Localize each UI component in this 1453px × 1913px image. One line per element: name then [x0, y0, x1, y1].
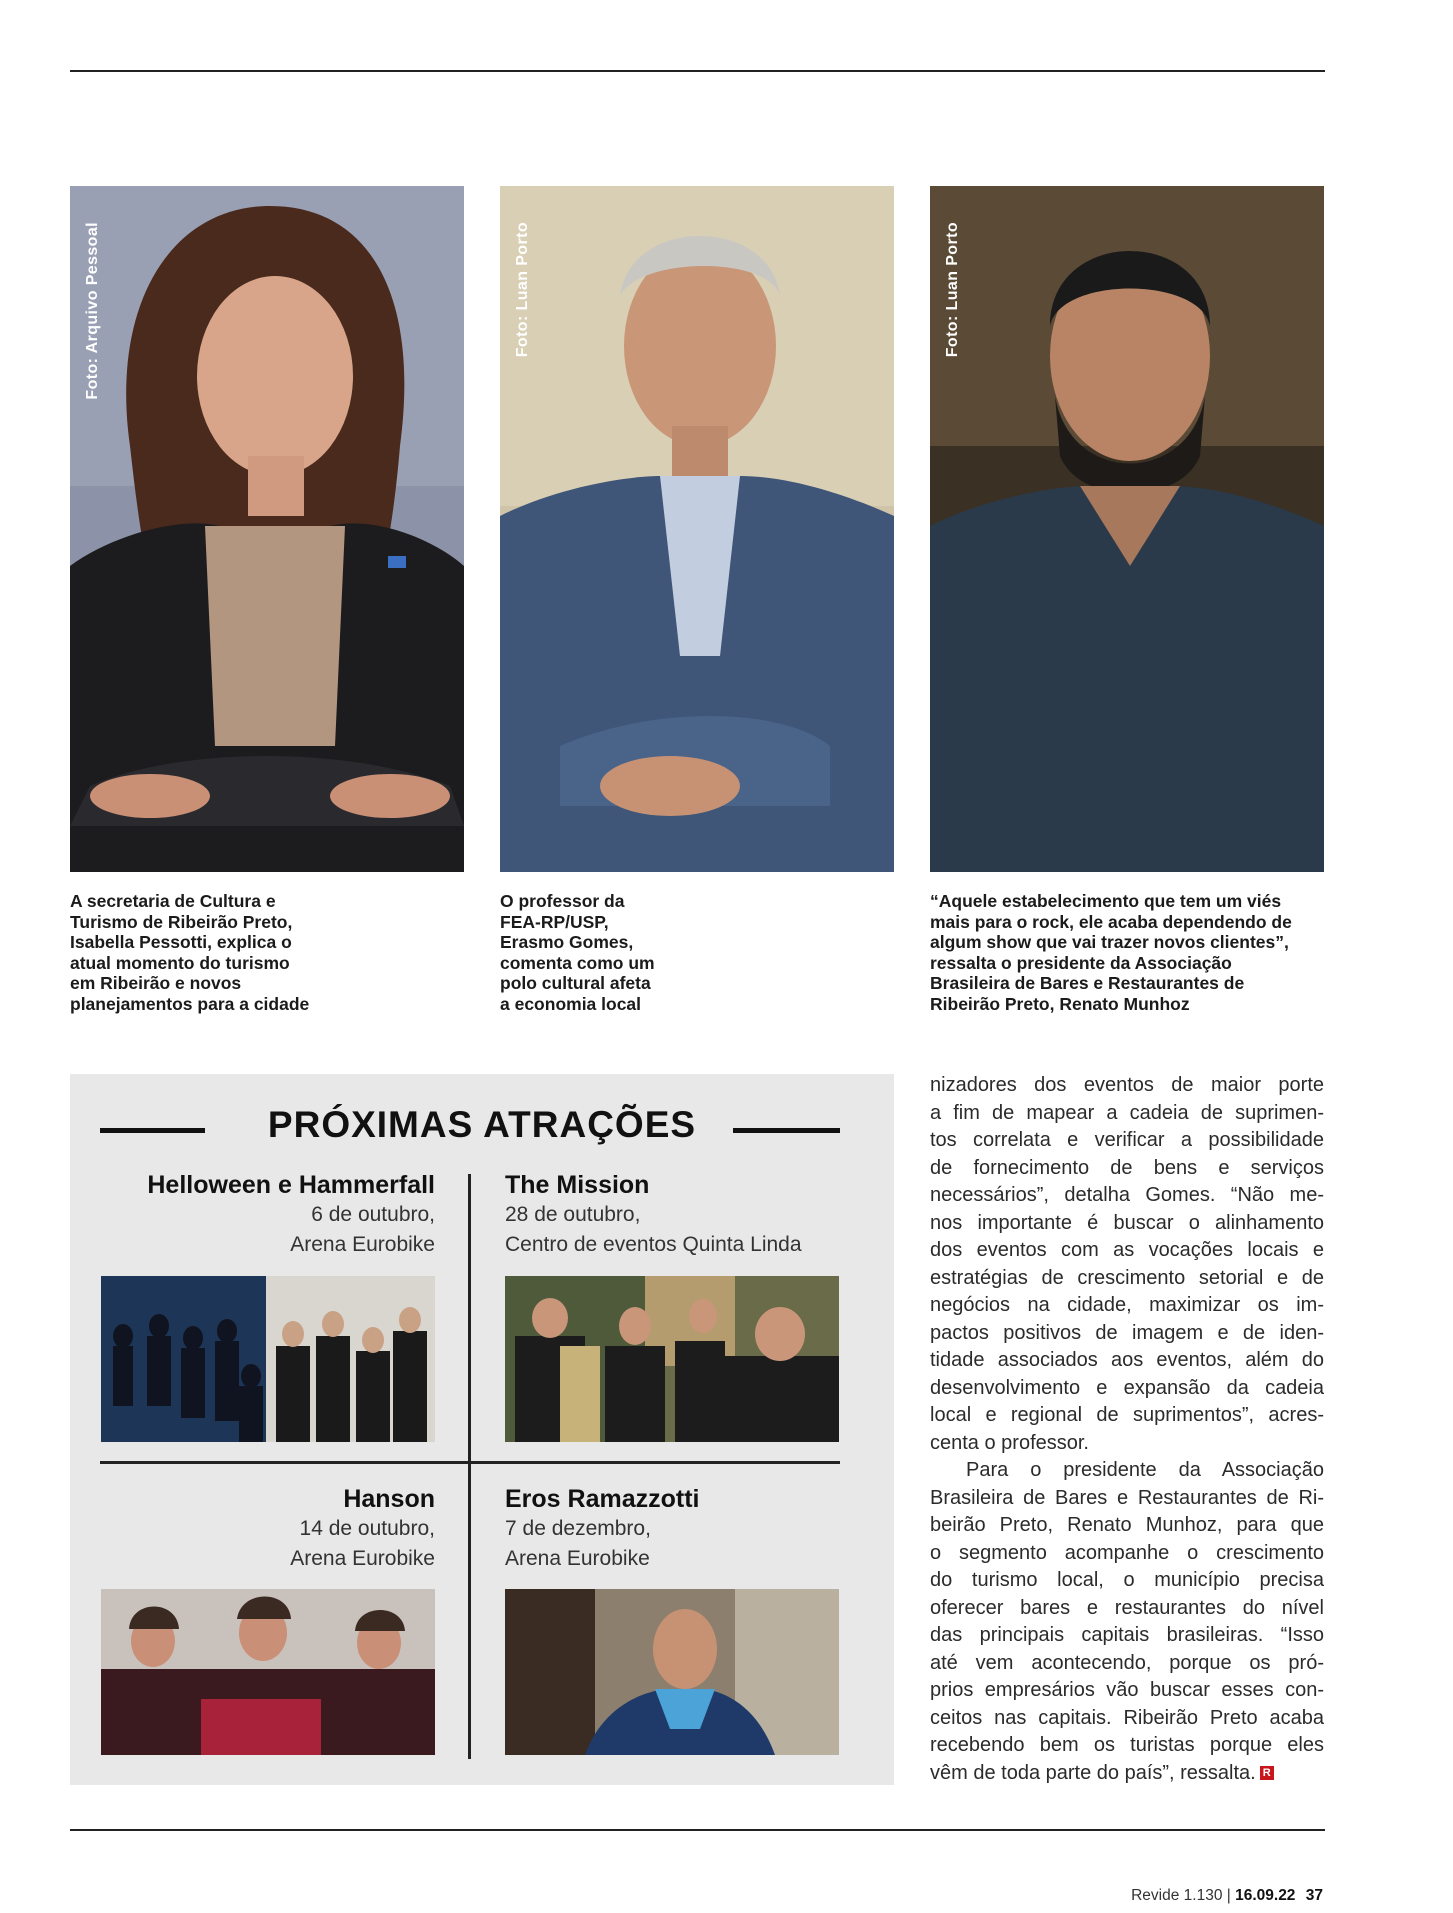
photo-isabella-pessotti — [70, 186, 464, 872]
attraction-photo — [505, 1589, 839, 1755]
bottom-rule — [70, 1829, 1325, 1831]
attraction-date: 7 de dezembro, — [505, 1517, 651, 1540]
horizontal-divider — [100, 1461, 840, 1464]
article-line-last — [930, 1760, 1324, 1788]
article-line: necessários”, detalha Gomes. “Não me- — [930, 1184, 1324, 1206]
attraction-venue: Centro de eventos Quinta Linda — [505, 1233, 802, 1256]
article-line: nos importante é buscar o alinhamento — [930, 1211, 1324, 1234]
caption-isabella — [70, 891, 465, 1014]
article-line: prios empresários vão buscar esses con- — [930, 1679, 1324, 1701]
article-body — [930, 1072, 1324, 1787]
caption-renato — [930, 891, 1325, 1014]
title-rule-right — [733, 1128, 840, 1133]
article-line: até vem acontecendo, porque os pró- — [930, 1651, 1324, 1674]
attraction-photo — [505, 1276, 839, 1442]
article-line: pactos positivos de imagem e de iden- — [930, 1321, 1324, 1344]
top-rule — [70, 70, 1325, 72]
vertical-divider — [468, 1174, 471, 1759]
footer-separator: | — [1226, 1887, 1231, 1904]
photo-erasmo-gomes — [500, 186, 894, 872]
attraction-name: Hanson — [343, 1485, 435, 1513]
caption-line: Brasileira de Bares e Restaurantes de — [930, 973, 1245, 993]
article-line: do turismo local, o município precisa — [930, 1569, 1324, 1591]
attraction-eros-ramazzotti — [505, 1484, 840, 1574]
caption-line: Ribeirão Preto, Renato Munhoz — [930, 993, 1190, 1014]
attractions-box — [70, 1074, 894, 1785]
article-line: desenvolvimento e expansão da cadeia — [930, 1376, 1324, 1399]
article-line: o segmento acompanhe o crescimento — [930, 1541, 1324, 1564]
article-line: Brasileira de Bares e Restaurantes de Ri- — [930, 1486, 1324, 1509]
photo-credit: Foto: Arquivo Pessoal — [84, 222, 101, 400]
article-line: negócios na cidade, maximizar os im- — [930, 1294, 1324, 1316]
attraction-date: 28 de outubro, — [505, 1203, 641, 1226]
caption-line: Erasmo Gomes, — [500, 932, 634, 952]
end-mark-icon: R — [1260, 1766, 1274, 1780]
attractions-title: PRÓXIMAS ATRAÇÕES — [267, 1104, 697, 1145]
caption-line: mais para o rock, ele acaba dependendo de — [930, 911, 1292, 932]
article-line: vêm de toda parte do país”, ressalta. — [930, 1761, 1256, 1784]
caption-line: algum show que vai trazer novos clientes”, — [930, 932, 1289, 952]
caption-line: planejamentos para a cidade — [70, 993, 310, 1014]
caption-line: a economia local — [500, 993, 642, 1014]
caption-line: O professor da — [500, 891, 625, 911]
caption-line: polo cultural afeta — [500, 973, 651, 993]
article-line: ceitos nas capitais. Ribeirão Preto acaba — [930, 1706, 1324, 1729]
photo-renato-munhoz — [930, 186, 1324, 872]
attraction-photo — [101, 1589, 435, 1755]
article-line: beirão Preto, Renato Munhoz, para que — [930, 1514, 1324, 1536]
attraction-venue: Arena Eurobike — [290, 1233, 435, 1256]
photo-credit: Foto: Luan Porto — [944, 222, 961, 358]
article-line: Para o presidente da Associação — [966, 1459, 1324, 1481]
caption-line: atual momento do turismo — [70, 952, 290, 973]
attraction-name: The Mission — [505, 1171, 650, 1199]
article-line: nizadores dos eventos de maior porte — [930, 1074, 1324, 1096]
caption-line: Isabella Pessotti, explica o — [70, 932, 292, 952]
article-line: centa o professor. — [930, 1431, 1089, 1454]
attraction-photo — [101, 1276, 435, 1442]
caption-erasmo — [500, 891, 895, 1014]
attraction-name: Helloween e Hammerfall — [147, 1171, 435, 1199]
photo-credit: Foto: Luan Porto — [514, 222, 531, 358]
article-line: dos eventos com as vocações locais e — [930, 1239, 1324, 1261]
caption-line: em Ribeirão e novos — [70, 973, 242, 993]
caption-line: A secretaria de Cultura e — [70, 891, 276, 911]
attraction-hanson — [100, 1484, 435, 1574]
caption-line: FEA-RP/USP, — [500, 911, 609, 932]
caption-line: “Aquele estabelecimento que tem um viés — [930, 891, 1282, 911]
attraction-the-mission — [505, 1170, 840, 1260]
attraction-date: 6 de outubro, — [311, 1203, 435, 1226]
article-line: tidade associados aos eventos, além do — [930, 1349, 1324, 1371]
article-line: das principais capitais brasileiras. “Isso — [930, 1624, 1324, 1646]
article-line: a fim de mapear a cadeia de suprimen- — [930, 1101, 1324, 1124]
caption-line: Turismo de Ribeirão Preto, — [70, 911, 293, 932]
article-line: local e regional de suprimentos”, acres- — [930, 1404, 1324, 1426]
issue-date: 16.09.22 — [1235, 1887, 1296, 1904]
article-line: tos correlata e verificar a possibilidade — [930, 1129, 1324, 1151]
article-line: recebendo bem os turistas porque eles — [930, 1734, 1324, 1756]
attraction-name: Eros Ramazzotti — [505, 1485, 700, 1513]
attraction-venue: Arena Eurobike — [505, 1547, 650, 1570]
article-line: oferecer bares e restaurantes do nível — [930, 1596, 1324, 1619]
caption-line: ressalta o presidente da Associação — [930, 952, 1232, 973]
page-number: 37 — [1305, 1887, 1323, 1904]
attraction-venue: Arena Eurobike — [290, 1547, 435, 1570]
article-line: estratégias de crescimento setorial e de — [930, 1266, 1324, 1289]
attraction-helloween-hammerfall — [100, 1170, 435, 1260]
caption-line: comenta como um — [500, 952, 655, 973]
page-footer — [1131, 1887, 1323, 1905]
attraction-date: 14 de outubro, — [299, 1517, 435, 1540]
article-line: de fornecimento de bens e serviços — [930, 1156, 1324, 1179]
magazine-issue: Revide 1.130 — [1131, 1887, 1223, 1904]
